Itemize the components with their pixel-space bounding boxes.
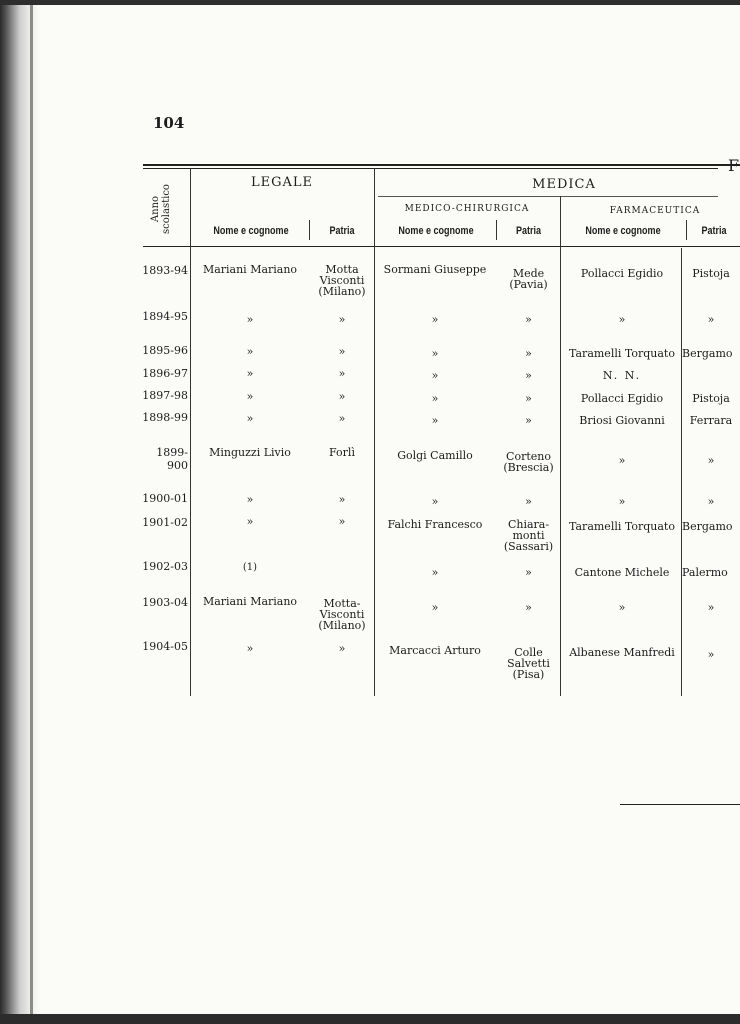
medica-header: MEDICA bbox=[532, 177, 596, 192]
medico-chirurgica-header: MEDICO-CHIRURGICA bbox=[404, 204, 530, 214]
anno-cell: 1902-03 bbox=[142, 560, 188, 573]
anno-cell: 1897-98 bbox=[142, 389, 188, 402]
legale-nome-cell: » bbox=[246, 313, 254, 326]
medico-nome-cell: » bbox=[431, 392, 439, 405]
medico-patria-cell: » bbox=[525, 369, 532, 382]
legale-patria-cell: » bbox=[338, 493, 346, 506]
legale-nome-cell: (1) bbox=[242, 562, 258, 573]
legale-patria-cell: Motta- Visconti (Milano) bbox=[318, 597, 366, 632]
farm-nome-cell: » bbox=[618, 313, 626, 326]
legale-patria-cell: » bbox=[338, 412, 346, 425]
farm-nome-header: Nome e cognome bbox=[585, 225, 661, 237]
legale-nome-cell: » bbox=[246, 642, 254, 655]
legale-header: LEGALE bbox=[250, 175, 314, 190]
medico-nome-cell: » bbox=[431, 369, 439, 382]
farm-nome-cell: Cantone Michele bbox=[574, 566, 670, 579]
medico-patria-cell: » bbox=[525, 347, 532, 360]
medico-nome-cell: Golgi Camillo bbox=[397, 449, 473, 462]
col-divider-medico-inner bbox=[496, 220, 497, 240]
anno-cell: 1900-01 bbox=[142, 492, 188, 505]
legale-nome-cell: » bbox=[246, 367, 254, 380]
legale-nome-cell: » bbox=[246, 412, 254, 425]
farm-nome-cell: Taramelli Torquato bbox=[569, 347, 675, 360]
legale-patria-cell: » bbox=[338, 367, 346, 380]
anno-cell: 1893-94 bbox=[142, 264, 188, 277]
medico-nome-cell: » bbox=[431, 495, 439, 508]
medico-patria-cell: » bbox=[525, 566, 532, 579]
anno-cell: 1896-97 bbox=[142, 367, 188, 380]
farm-nome-cell: » bbox=[618, 601, 626, 614]
medico-patria-header: Patria bbox=[515, 225, 542, 237]
anno-cell: 1903-04 bbox=[142, 596, 188, 609]
medico-patria-cell: » bbox=[525, 392, 532, 405]
medico-nome-cell: » bbox=[431, 601, 439, 614]
legale-nome-header: Nome e cognome bbox=[213, 225, 289, 237]
legale-nome-cell: Mariani Mariano bbox=[202, 263, 298, 276]
medico-patria-cell: Chiara- monti (Sassari) bbox=[503, 518, 554, 553]
farm-nome-cell: Taramelli Torquato bbox=[569, 520, 675, 533]
farm-nome-cell: N. N. bbox=[602, 369, 642, 382]
table-top-rule-thick bbox=[143, 164, 740, 166]
farm-patria-cell: » bbox=[707, 495, 715, 508]
legale-nome-cell: » bbox=[246, 345, 254, 358]
farm-patria-header: Patria bbox=[701, 225, 727, 237]
medico-patria-cell: Corteno (Brescia) bbox=[503, 450, 554, 474]
medico-nome-cell: Sormani Giuseppe bbox=[383, 263, 487, 276]
legale-patria-cell: » bbox=[338, 642, 346, 655]
anno-cell: 1898-99 bbox=[142, 411, 188, 424]
scan-edge-bottom bbox=[0, 1014, 740, 1024]
farm-nome-cell: » bbox=[618, 495, 626, 508]
legale-patria-cell: » bbox=[338, 390, 346, 403]
farm-patria-cell: » bbox=[707, 454, 715, 467]
legale-nome-cell: » bbox=[246, 493, 254, 506]
medico-patria-cell: » bbox=[525, 495, 532, 508]
farm-patria-cell: Ferrara bbox=[689, 414, 733, 427]
legale-patria-cell: Motta Visconti (Milano) bbox=[318, 263, 366, 298]
table-top-rule-thin bbox=[143, 168, 718, 169]
medico-nome-cell: » bbox=[431, 313, 439, 326]
farmaceutica-header: FARMACEUTICA bbox=[609, 206, 701, 216]
medico-patria-cell: Colle Salvetti (Pisa) bbox=[507, 646, 550, 681]
legale-patria-cell: » bbox=[338, 313, 346, 326]
medico-nome-cell: » bbox=[431, 347, 439, 360]
anno-cell: 1894-95 bbox=[142, 310, 188, 323]
anno-cell: 1901-02 bbox=[142, 516, 188, 529]
col-divider-anno bbox=[190, 168, 191, 696]
farm-nome-cell: » bbox=[618, 454, 626, 467]
legale-patria-header: Patria bbox=[329, 225, 355, 237]
footnote-rule bbox=[620, 804, 740, 805]
farm-patria-cell: » bbox=[707, 313, 715, 326]
legale-nome-cell: Minguzzi Livio bbox=[209, 446, 291, 459]
legale-nome-cell: » bbox=[246, 390, 254, 403]
legale-nome-cell: » bbox=[246, 515, 254, 528]
legale-patria-cell: » bbox=[338, 515, 346, 528]
anno-cell: 1895-96 bbox=[142, 344, 188, 357]
farm-patria-cell: Palermo bbox=[682, 566, 728, 579]
scan-binding-line bbox=[30, 0, 33, 1024]
medico-patria-cell: » bbox=[525, 414, 532, 427]
legale-patria-cell: Forlì bbox=[329, 446, 355, 459]
medico-patria-cell: Mede (Pavia) bbox=[509, 267, 548, 291]
col-divider-farm-inner bbox=[686, 220, 687, 240]
medico-nome-cell: Falchi Francesco bbox=[387, 518, 483, 531]
header-bottom-rule bbox=[143, 246, 740, 247]
scan-edge-left bbox=[0, 0, 40, 1024]
page-number: 104 bbox=[153, 114, 185, 132]
farm-patria-cell: » bbox=[707, 601, 715, 614]
farm-patria-cell: Pistoja bbox=[692, 392, 730, 405]
legale-nome-cell: Mariani Mariano bbox=[202, 595, 298, 608]
farm-nome-cell: Briosi Giovanni bbox=[579, 414, 665, 427]
scan-edge-top bbox=[0, 0, 740, 5]
anno-cell: 1899-900 bbox=[156, 446, 188, 472]
farm-nome-cell: Albanese Manfredi bbox=[569, 646, 675, 659]
col-anno-header: Anno scolastico bbox=[150, 184, 172, 234]
farm-nome-cell: Pollacci Egidio bbox=[580, 267, 664, 280]
medico-nome-cell: Marcacci Arturo bbox=[389, 644, 481, 657]
medico-patria-cell: » bbox=[525, 313, 532, 326]
col-divider-legale bbox=[374, 168, 375, 696]
farm-nome-cell: Pollacci Egidio bbox=[580, 392, 664, 405]
farm-patria-cell: Bergamo bbox=[682, 347, 733, 360]
farm-patria-cell: Pistoja bbox=[692, 267, 730, 280]
farm-patria-cell: » bbox=[707, 648, 715, 661]
medico-nome-header: Nome e cognome bbox=[398, 225, 474, 237]
legale-patria-cell: » bbox=[338, 345, 346, 358]
anno-cell: 1904-05 bbox=[142, 640, 188, 653]
col-divider-medico bbox=[560, 196, 561, 696]
medica-sub-rule bbox=[378, 196, 718, 197]
medico-nome-cell: » bbox=[431, 414, 439, 427]
col-divider-legale-inner bbox=[309, 220, 310, 240]
medico-patria-cell: » bbox=[525, 601, 532, 614]
medico-nome-cell: » bbox=[431, 566, 439, 579]
farm-patria-cell: Bergamo bbox=[682, 520, 733, 533]
